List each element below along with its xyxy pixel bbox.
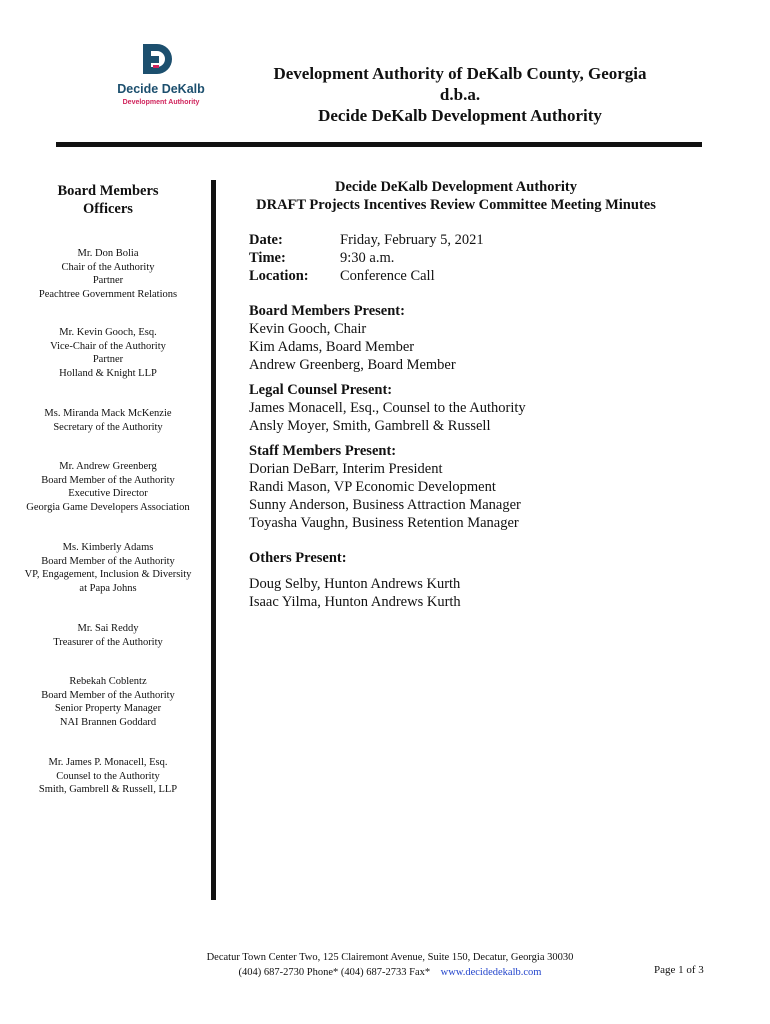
member-role: Board Member of the Authority (41, 555, 175, 567)
sidebar-divider (211, 180, 216, 900)
page-number: Page 1 of 3 (654, 964, 704, 976)
board-member (14, 460, 202, 514)
board-member (14, 407, 202, 434)
member-name: Mr. Andrew Greenberg (59, 461, 157, 472)
document-title (230, 178, 682, 214)
member-role: Board Member of the Authority (41, 689, 175, 701)
time-value: 9:30 a.m. (340, 250, 395, 266)
member-title: VP, Engagement, Inclusion & Diversity (24, 569, 192, 581)
list-item: Kim Adams, Board Member (249, 339, 415, 355)
footer-contact-line (170, 965, 610, 980)
time-label: Time: (249, 250, 286, 266)
footer-phone-fax: (404) 687-2730 Phone* (404) 687-2733 Fax* (238, 967, 431, 978)
member-title: Executive Director (68, 488, 148, 500)
meeting-details (249, 231, 484, 285)
member-organization: NAI Brannen Goddard (59, 716, 157, 728)
location-row (249, 267, 484, 285)
sidebar-heading-line-1: Board Members (57, 183, 159, 199)
date-row (249, 231, 484, 249)
letterhead (230, 63, 690, 126)
member-title: Senior Property Manager (54, 703, 162, 715)
board-member (14, 756, 202, 797)
sidebar-heading-line-2: Officers (83, 201, 133, 217)
board-members-present-section (249, 302, 456, 374)
list-item: Ansly Moyer, Smith, Gambrell & Russell (249, 418, 491, 434)
website-link[interactable]: www.decidedekalb.com (440, 967, 542, 978)
board-member (14, 675, 202, 729)
date-value: Friday, February 5, 2021 (340, 232, 484, 248)
list-item: Sunny Anderson, Business Attraction Manager (249, 497, 521, 513)
sidebar (14, 182, 202, 796)
section-heading: Board Members Present: (249, 303, 405, 319)
decide-dekalb-logo-icon (141, 42, 179, 80)
date-label: Date: (249, 232, 283, 248)
member-role: Board Member of the Authority (41, 474, 175, 486)
list-item: Toyasha Vaughn, Business Retention Manager (249, 515, 519, 531)
member-organization: Georgia Game Developers Association (26, 501, 190, 513)
member-title: Partner (92, 275, 124, 287)
time-row (249, 249, 484, 267)
member-organization: at Papa Johns (79, 582, 137, 594)
section-heading: Others Present: (249, 550, 347, 566)
member-role: Treasurer of the Authority (53, 636, 163, 648)
location-value: Conference Call (340, 268, 435, 284)
member-role: Vice-Chair of the Authority (50, 340, 166, 352)
section-heading: Staff Members Present: (249, 443, 397, 459)
list-item: James Monacell, Esq., Counsel to the Authority (249, 400, 526, 416)
member-title: Partner (92, 354, 124, 366)
member-name: Ms. Miranda Mack McKenzie (44, 408, 172, 419)
member-organization: Holland & Knight LLP (59, 367, 157, 379)
list-item: Andrew Greenberg, Board Member (249, 357, 456, 373)
board-member (14, 541, 202, 595)
member-name: Ms. Kimberly Adams (62, 542, 154, 553)
logo (106, 42, 216, 112)
member-role: Secretary of the Authority (53, 421, 163, 433)
member-name: Mr. Sai Reddy (77, 623, 139, 634)
sidebar-heading (14, 182, 202, 218)
list-item: Randi Mason, VP Economic Development (249, 479, 496, 495)
list-item: Kevin Gooch, Chair (249, 321, 367, 337)
header-rule (56, 142, 702, 147)
member-role: Counsel to the Authority (56, 770, 160, 782)
spacer (249, 567, 461, 575)
letterhead-line-2: d.b.a. (439, 85, 481, 104)
member-organization: Smith, Gambrell & Russell, LLP (38, 784, 178, 796)
member-name: Mr. Don Bolia (77, 248, 139, 259)
board-member (14, 326, 202, 380)
document-title-line-2: DRAFT Projects Incentives Review Committee Meeting Minutes (256, 197, 656, 213)
member-name: Mr. Kevin Gooch, Esq. (59, 327, 157, 338)
legal-counsel-present-section (249, 381, 526, 435)
others-present-section (249, 549, 461, 611)
member-organization: Peachtree Government Relations (38, 288, 178, 300)
logo-subtitle: Development Authority (122, 99, 200, 106)
footer-address: Decatur Town Center Two, 125 Clairemont Avenue, Suite 150, Decatur, Georgia 30030 (206, 952, 574, 963)
board-member (14, 247, 202, 301)
member-name: Mr. James P. Monacell, Esq. (48, 757, 168, 768)
staff-members-present-section (249, 442, 521, 532)
letterhead-line-1: Development Authority of DeKalb County, Georgia (273, 64, 647, 83)
board-member (14, 622, 202, 649)
location-label: Location: (249, 268, 309, 284)
list-item: Dorian DeBarr, Interim President (249, 461, 443, 477)
list-item: Isaac Yilma, Hunton Andrews Kurth (249, 594, 461, 610)
document-title-line-1: Decide DeKalb Development Authority (334, 179, 578, 195)
member-role: Chair of the Authority (61, 261, 155, 273)
footer (170, 950, 610, 980)
letterhead-line-3: Decide DeKalb Development Authority (318, 106, 602, 125)
section-heading: Legal Counsel Present: (249, 382, 393, 398)
member-name: Rebekah Coblentz (69, 676, 147, 687)
logo-name: Decide DeKalb (117, 82, 205, 96)
list-item: Doug Selby, Hunton Andrews Kurth (249, 576, 461, 592)
